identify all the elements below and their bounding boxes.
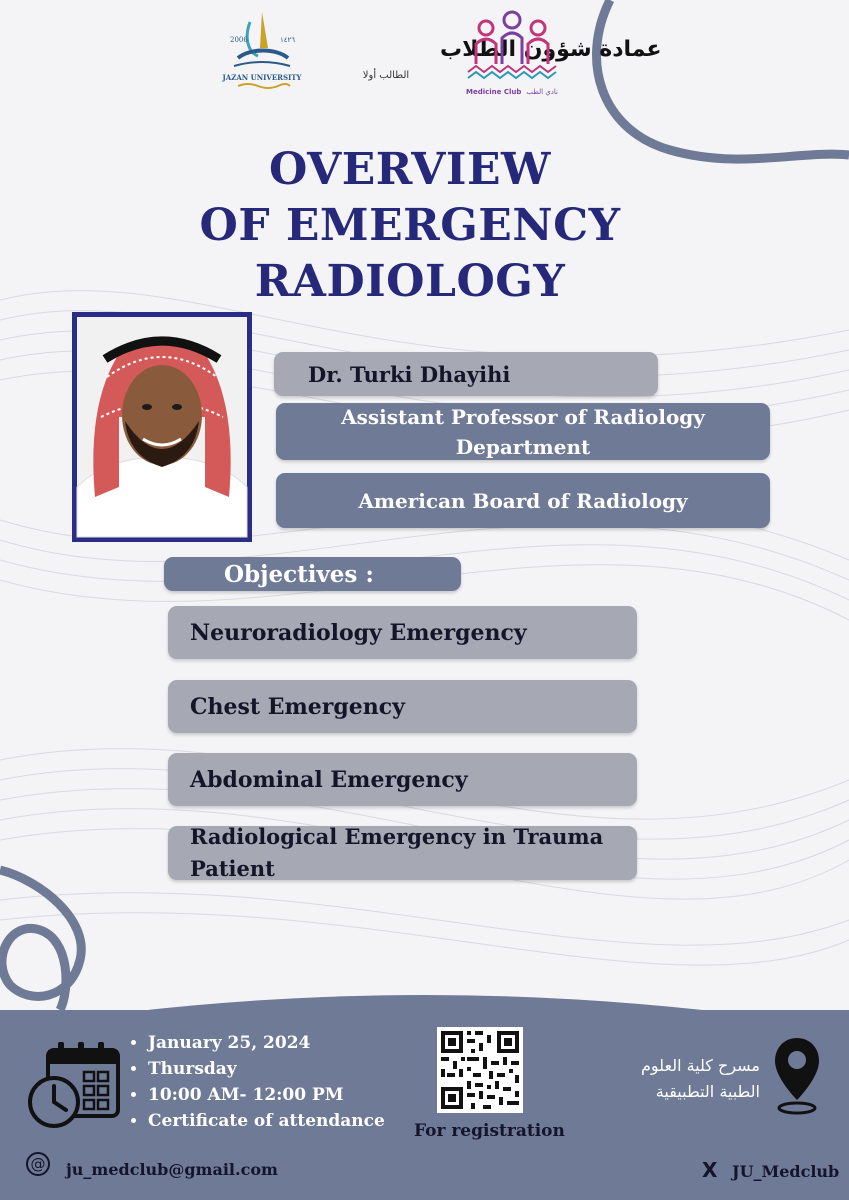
objective-item-2 [168,680,637,733]
venue-line-2: الطبية التطبيقية [655,1082,760,1101]
registration-label: For registration [414,1121,565,1141]
speaker-role-line-2: Department [455,434,591,459]
svg-text:عمادة شؤون الطلاب: عمادة شؤون الطلاب [440,37,662,62]
title-line-1: OVERVIEW [269,144,551,195]
objective-item-1-text: Neuroradiology Emergency [190,619,527,646]
event-details-list [130,1030,385,1134]
svg-text:الطالب أولا: الطالب أولا [362,70,410,81]
email-icon: @ [26,1152,50,1176]
title-line-2: OF EMERGENCY [199,200,621,251]
svg-text:نادي الطب: نادي الطب [526,88,558,96]
event-certificate: • Certificate of attendance [148,1108,385,1134]
medicine-club-logo [462,8,562,104]
speaker-photo [72,312,252,542]
x-social-icon: X [702,1158,718,1182]
title-line-3: RADIOLOGY [254,256,566,307]
jazan-university-logo [224,8,300,98]
event-time: • 10:00 AM- 12:00 PM [148,1082,385,1108]
speaker-name [274,352,658,396]
event-day: • Thursday [148,1056,385,1082]
objective-item-1 [168,606,637,659]
svg-text:2006: 2006 [230,36,248,44]
contact-email[interactable]: ju_medclub@gmail.com [66,1160,278,1179]
calendar-clock-icon [26,1040,122,1130]
objective-item-4 [168,826,637,880]
svg-text:Medicine Club: Medicine Club [466,88,522,96]
speaker-board-text: American Board of Radiology [358,488,688,513]
speaker-board [276,473,770,528]
location-pin-icon [772,1036,822,1116]
event-date: • January 25, 2024 [148,1030,385,1056]
speaker-role-line-1: Assistant Professor of Radiology [341,404,705,429]
objective-item-3-text: Abdominal Emergency [190,766,468,793]
objectives-heading-text: Objectives : [224,560,374,588]
svg-text:١٤٢٦: ١٤٢٦ [280,36,296,44]
objective-item-4-line-2: Patient [190,856,275,881]
event-venue [600,1053,760,1105]
objective-item-2-text: Chest Emergency [190,693,405,720]
deanship-student-affairs-logo [326,26,662,90]
registration-qr-code[interactable] [437,1027,523,1113]
venue-line-1: مسرح كلية العلوم [641,1056,760,1075]
svg-text:JAZAN UNIVERSITY: JAZAN UNIVERSITY [222,73,302,82]
objectives-heading [164,557,461,591]
objective-item-3 [168,753,637,806]
x-handle[interactable]: JU_Medclub [732,1162,840,1181]
speaker-name-text: Dr. Turki Dhayihi [308,361,511,387]
event-title [150,142,670,310]
speaker-role [276,403,770,460]
objective-item-4-line-1: Radiological Emergency in Trauma [190,824,604,849]
